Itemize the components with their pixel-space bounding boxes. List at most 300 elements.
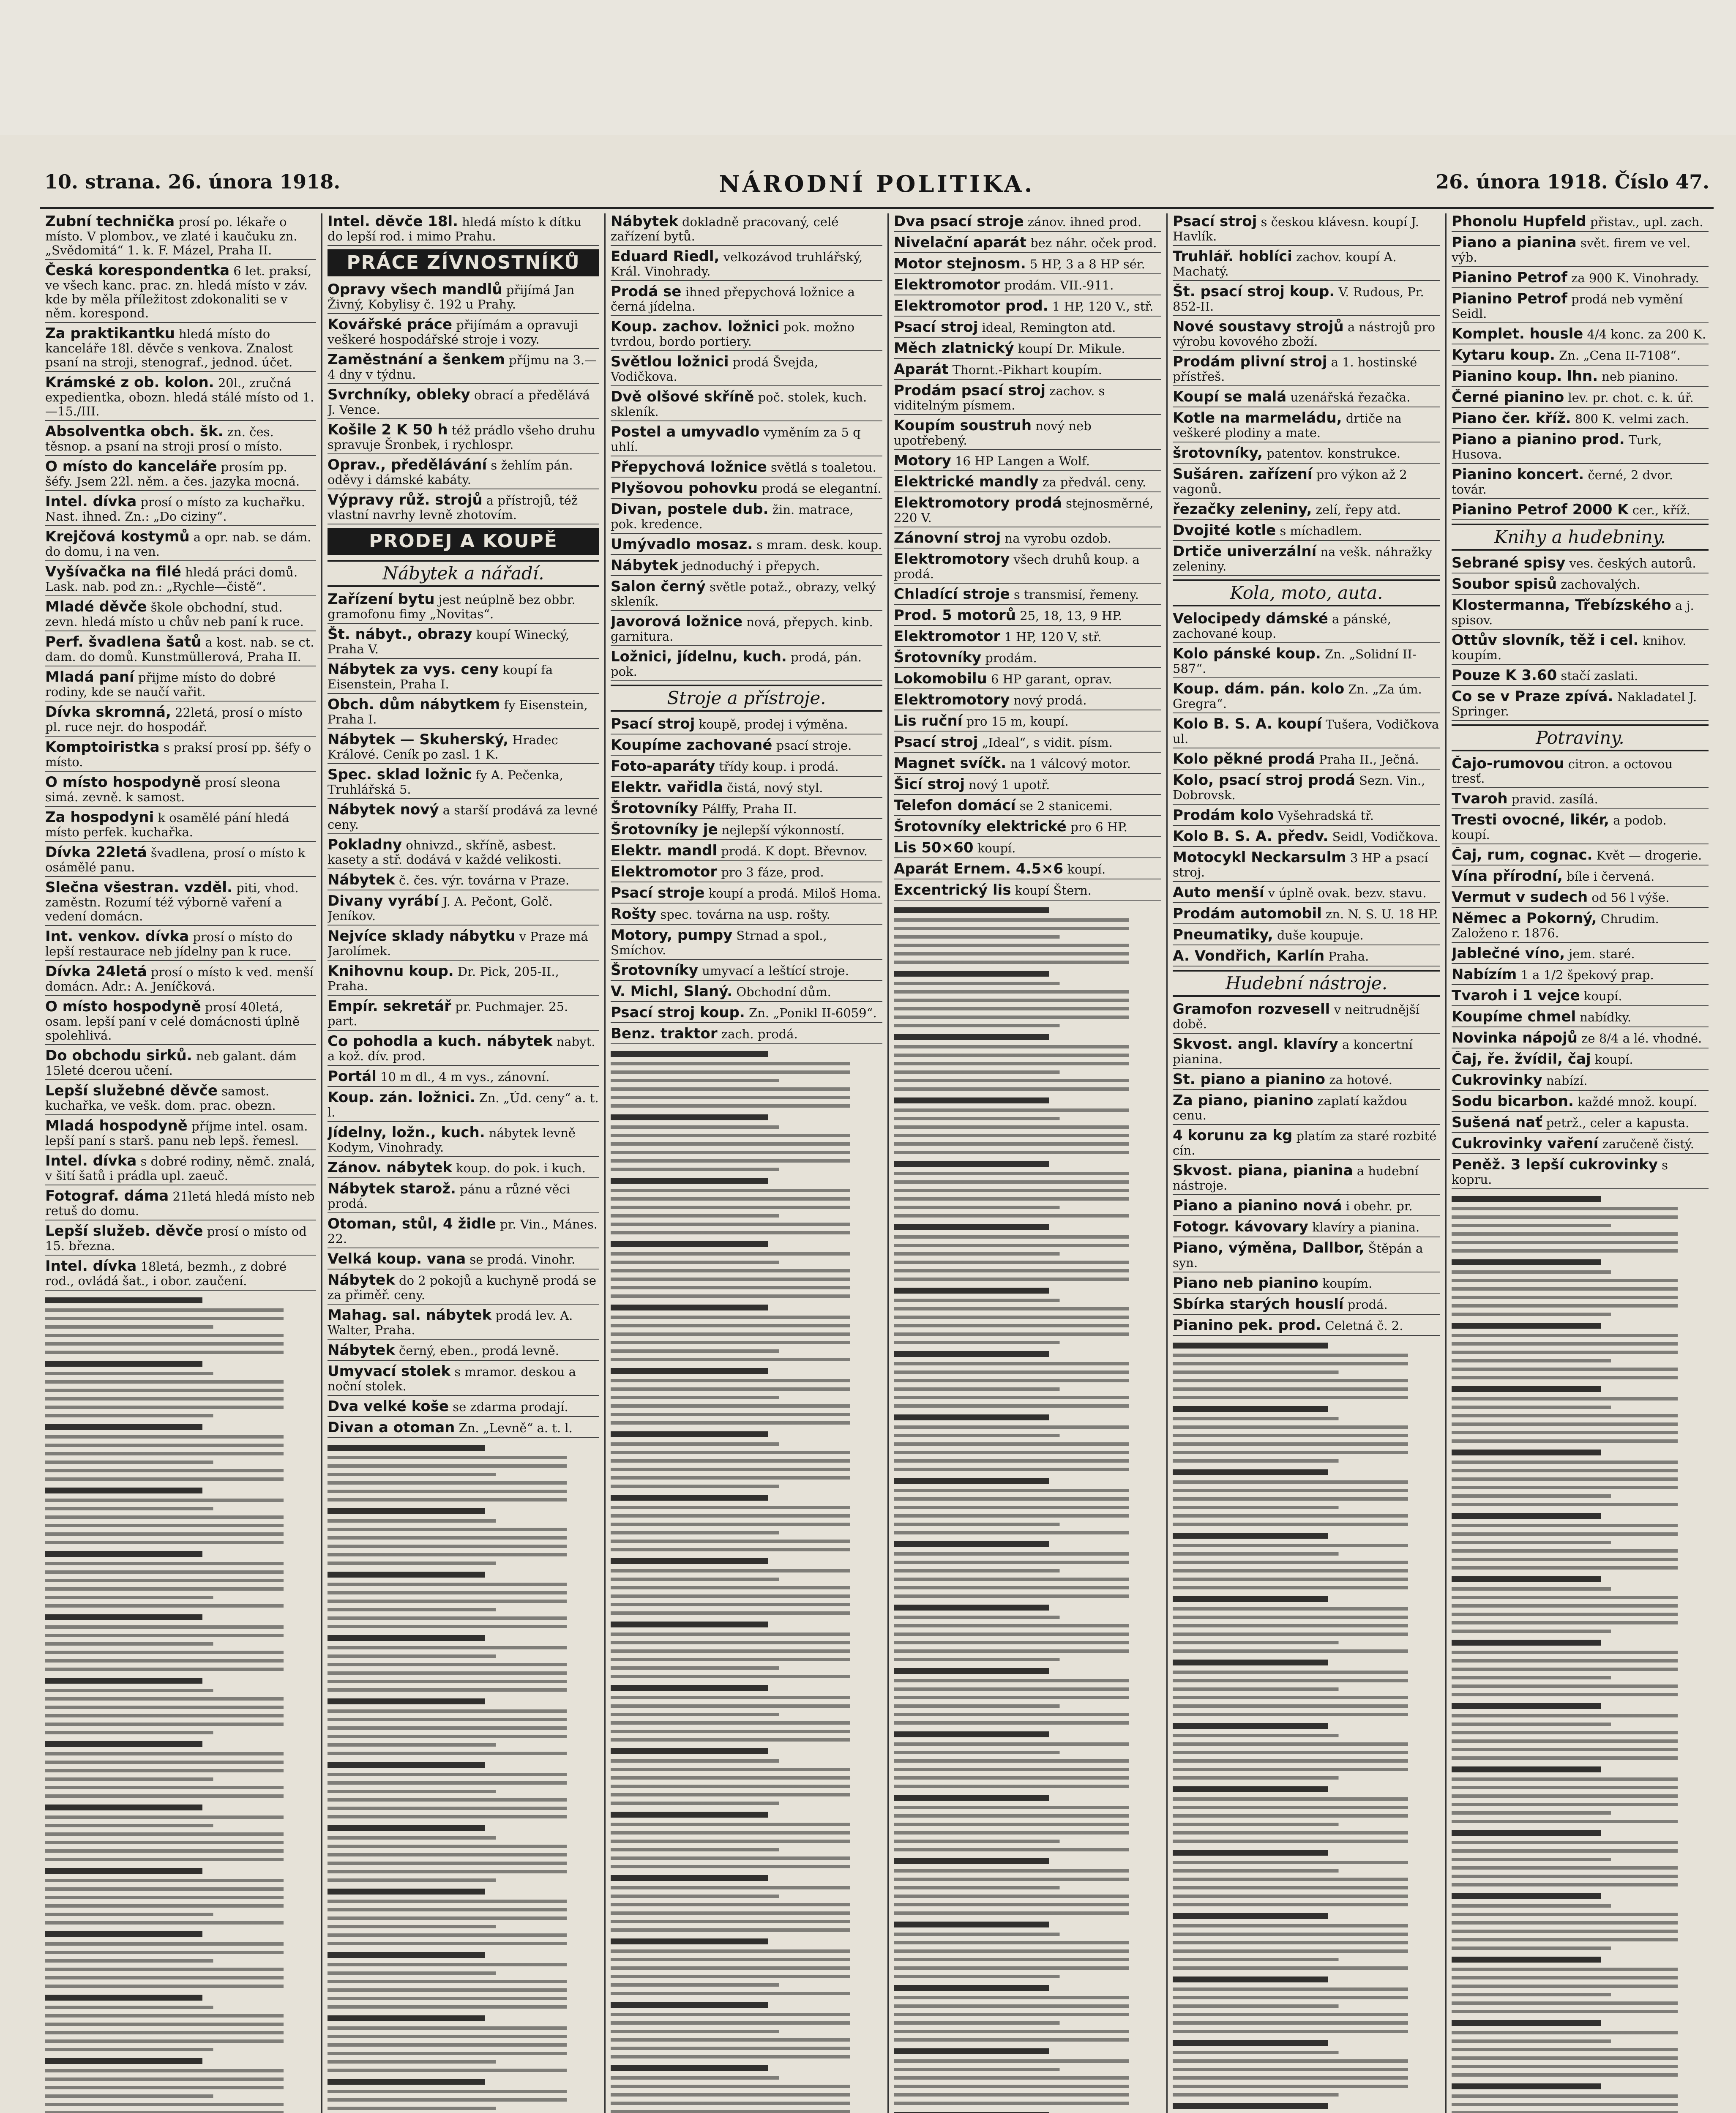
classified-ad [1173,213,1440,246]
classified-ad [894,340,1161,359]
ad-title: Kytaru koup. [1452,347,1555,363]
classified-ad [1173,1296,1440,1315]
classified-ad [1173,284,1440,316]
ad-title: Int. venkov. dívka [45,928,189,945]
classified-ad [45,964,316,996]
ad-text: J. A. Pečont, Golč. Jeníkov. [328,894,553,923]
ad-title: Velocipedy dámské [1173,611,1328,627]
ad-text: s žehlím pán. oděvy i dámské kabáty. [328,458,573,487]
classified-ad [1452,502,1709,520]
ad-title: Co se v Praze zpívá. [1452,688,1613,705]
ad-title: Elektrické mandly [894,474,1039,490]
ad-title: Eduard Riedl, [611,248,720,265]
ad-text: přistav., upl. zach. [1590,215,1703,229]
ad-text: černé, 2 dvor. továr. [1452,468,1673,497]
classified-ad [1173,248,1440,281]
classified-ad [1452,410,1709,429]
classified-ad [894,628,1161,647]
ad-text: uzenářská řezačka. [1290,390,1411,404]
ad-text: prodá lev. A. Walter, Praha. [328,1308,573,1337]
ad-title: Svrchníky, obleky [328,387,470,403]
classified-ad [894,861,1161,879]
classified-ad [1173,1198,1440,1216]
ad-text: Zn. „Za úm. Gregra“. [1173,682,1422,711]
ad-text: 25, 18, 13, 9 HP. [1020,609,1122,623]
classified-ad [611,614,882,646]
ad-text: ihned přepychová ložnice a černá jídelna. [611,285,855,314]
ad-title: Jídelny, ložn., kuch. [328,1125,485,1141]
ad-text: koupí. [977,841,1016,855]
ad-text: koupě, prodej i výměna. [699,717,848,732]
ad-title: řezačky zeleniny, [1173,501,1312,518]
classified-ad [611,737,882,756]
classified-ad [894,418,1161,450]
classified-ad [1452,966,1709,985]
classified-ad [1452,688,1709,721]
ad-text: zelí, řepy atd. [1316,502,1401,517]
ad-text: na vešk. náhražky zeleniny. [1173,545,1433,573]
ad-title: Koupím soustruh [894,418,1032,434]
ad-title: Fotograf. dáma [45,1188,169,1204]
section-heading: Kola, moto, auta. [1173,579,1440,606]
ad-title: Dva psací stroje [894,213,1024,230]
ad-title: Postel a umyvadlo [611,424,760,440]
ad-title: Piano, výměna, Dallbor, [1173,1240,1365,1256]
ad-text: a nástrojů pro výrobu kovového zboží. [1173,320,1436,349]
classified-ad [1452,1051,1709,1070]
ad-title: Zaměstnání a šenkem [328,352,505,368]
ad-title: Excentrický lis [894,882,1011,898]
classified-ad [45,1223,316,1256]
ad-text: prosím pp. šéfy. Jsem 22l. něm. a čes. jazyka mocná. [45,460,300,489]
column-5 [1168,213,1447,2113]
ad-text: prodá Švejda, Vodičkova. [611,355,819,384]
classified-ad [894,213,1161,232]
classified-ad [1452,326,1709,344]
ad-text: pr. Puchmajer. 25. part. [328,999,568,1028]
ad-text: a hudební nástroje. [1173,1164,1419,1193]
ad-title: Kolo pánské koup. [1173,646,1321,662]
section-heading: Knihy a hudebniny. [1452,524,1709,551]
ad-text: Zn. „Solidní II-587“. [1173,647,1417,676]
ad-text: a starší prodává za levné ceny. [328,803,598,832]
ad-title: Psací stroj koup. [611,1005,745,1021]
ad-title: 4 korunu za kg [1173,1127,1293,1144]
classified-ad [1452,389,1709,408]
ad-text: Zn. „Úd. ceny“ a. t. l. [328,1091,599,1119]
ad-text: Zn. „Cena II-7108“. [1559,348,1681,363]
classified-ad [1173,611,1440,643]
classified-ad [894,713,1161,732]
ad-text: nabídky. [1580,1010,1632,1024]
ad-title: Nábytek — Skuherský, [328,732,509,748]
classified-ad [611,536,882,555]
classified-ad [328,1420,599,1438]
ad-text: pok. možno tvrdou, bordo portiery. [611,320,855,349]
classified-ad [1173,1275,1440,1294]
ad-title: Prodám plivní stroj [1173,354,1327,370]
classified-ad [611,424,882,456]
ad-text: prodá neb vymění Seidl. [1452,292,1683,321]
ad-title: Motory [894,453,951,469]
ad-text: nová, přepych. kinb. garnitura. [611,615,873,644]
ad-text: zachov. koupí A. Machatý. [1173,250,1397,278]
ad-title: Koupíme zachované [611,737,772,753]
ad-title: Novinka nápojů [1452,1030,1578,1046]
classified-ad [611,557,882,576]
ad-text: švadlena, prosí o místo k osámělé panu. [45,846,306,874]
ad-title: Portál [328,1068,377,1085]
ad-title: Zánov. nábytek [328,1160,452,1176]
ad-text: duše koupuje. [1277,928,1364,942]
ad-text: prosí o místo od 15. března. [45,1224,307,1253]
classified-ad [1452,667,1709,686]
classified-ad [1452,368,1709,387]
classified-ad [45,423,316,456]
ad-title: Knihovnu koup. [328,963,454,980]
ad-text: ohnivzd., skříně, asbest. kasety a stř. dodává v každé velikosti. [328,838,562,867]
ad-title: Za praktikantku [45,325,175,342]
ad-title: Němec a Pokorný, [1452,910,1597,927]
classified-ad [328,352,599,384]
ad-title: Lis 50×60 [894,840,974,856]
ad-text: koupí Dr. Mikule. [1018,341,1125,356]
classified-ad [611,927,882,960]
ad-title: Piano a pianina [1452,235,1577,251]
ad-text: i obehr. pr. [1346,1199,1413,1213]
ad-title: Dívka 22letá [45,844,147,861]
header-page-number: 10. strana. 26. února 1918. [44,170,341,193]
section-banner: PRÁCE ZÍVNOSTNÍKŮ [328,249,599,276]
ad-text: jednoduchý i přepych. [682,559,820,573]
ad-title: Motory, pumpy [611,927,733,944]
ad-title: Nabízím [1452,966,1517,983]
ad-text: pravid. zasílá. [1511,792,1598,806]
ad-title: Oprav., předělávání [328,457,487,473]
ad-text: V. Rudous, Pr. 852-II. [1173,285,1424,314]
ad-text: světle potaž., obrazy, velký skleník. [611,580,876,609]
ad-text: s českou klávesn. koupí J. Havlík. [1173,215,1419,243]
ad-title: Čajo-rumovou [1452,756,1564,772]
ad-title: Jablečné víno, [1452,945,1565,962]
ad-text: 1 HP, 120 V., stř. [1052,299,1154,314]
ad-text: v úplně ovak. bezv. stavu. [1268,886,1427,900]
ad-text: spec. továrna na usp. rošty. [660,907,830,922]
ad-title: O místo hospodyně [45,999,201,1015]
ad-title: Košile 2 K 50 h [328,422,448,438]
ad-title: Šrotovníky [611,962,699,979]
section-heading: Hudební nástroje. [1173,970,1440,997]
classified-ad [45,325,316,372]
classified-ad [1452,945,1709,964]
ad-text: nabízí. [1546,1073,1588,1088]
ad-title: Vermut v sudech [1452,889,1588,906]
ad-title: Št. psací stroj koup. [1173,284,1335,300]
classified-ad [328,1160,599,1178]
ad-title: Prodám psací stroj [894,382,1046,399]
ad-title: Aparát [894,361,949,378]
ad-title: Koupíme chmel [1452,1009,1576,1025]
classified-ad [45,1258,316,1291]
ad-text: nejlepší výkonností. [721,823,845,837]
classified-ad [611,843,882,861]
column-1 [40,213,322,2113]
classified-ad [1452,576,1709,595]
classified-ad [328,893,599,925]
ad-text: a pánské, zachované koup. [1173,612,1391,641]
ad-title: Nivelační aparát [894,235,1026,251]
page-margin [0,0,1736,135]
classified-ad [45,879,316,926]
ad-text: pro 6 HP. [1070,820,1127,834]
ad-text: hledá místo do kanceláře 18l. děvče s venkova. Znalost psaní na stroji, stenograf., jednod. účet. [45,327,293,369]
ad-text: Seidl, Vodičkova. [1332,830,1438,844]
classified-ad [611,1026,882,1044]
ad-text: prodá. [1347,1297,1388,1312]
classified-ad [1173,1092,1440,1125]
classified-ad [328,626,599,659]
ad-text: prodám. VII.-911. [1004,278,1114,292]
classified-ad [1173,906,1440,924]
ad-text: Pálffy, Praha II. [702,802,797,816]
classified-ad [328,661,599,694]
ad-title: V. Michl, Slaný. [611,983,733,1000]
ad-title: Sušená nať [1452,1114,1542,1131]
ad-title: Komptoiristka [45,739,160,756]
ad-text: zachov. s viditelným písmem. [894,384,1105,412]
ad-title: Elektromotor prod. [894,298,1048,314]
ad-text: platím za staré rozbité cín. [1173,1129,1437,1158]
classified-ad [1173,927,1440,945]
ad-text: petrž., celer a kapusta. [1546,1116,1690,1130]
ad-title: St. piano a pianino [1173,1071,1325,1088]
ad-title: Zánovní stroj [894,530,1001,546]
classified-ad [894,382,1161,415]
classified-ad [894,361,1161,380]
ad-title: Opravy všech mandlů [328,281,502,298]
ad-text: cer., kříž. [1632,503,1690,517]
classified-ad [1452,889,1709,908]
ad-title: šrotovníky, [1173,445,1263,461]
ad-text: patentov. konstrukce. [1267,446,1401,461]
classified-ad [1173,1240,1440,1272]
classified-ad [894,495,1161,527]
ad-text: stačí zaslati. [1561,669,1638,683]
dense-print-filler [894,907,1161,2113]
ad-title: Benz. traktor [611,1026,718,1042]
ad-title: Tvaroh [1452,791,1508,807]
classified-ad [894,474,1161,492]
ad-title: Lepší služeb. děvče [45,1223,203,1239]
classified-ad [1452,347,1709,366]
classified-ad [1173,445,1440,464]
ad-text: pánu a různé věci prodá. [328,1182,570,1211]
classified-ad [1452,431,1709,464]
ad-text: od 56 l výše. [1591,890,1670,905]
ad-text: hledá práci domů. Lask. nab. pod zn.: „Rychle—čistě“. [45,565,298,594]
ad-text: a přístrojů, též vlastní navrhy levně zhotovím. [328,493,578,522]
classified-ad [1452,1009,1709,1027]
ad-title: Cukrovinky [1452,1072,1542,1089]
dense-print-filler [611,1051,882,2113]
classified-ad [45,564,316,596]
ad-text: zn. čes. těsnop. a psaní na stroji prosí o místo. [45,425,283,453]
ad-title: Elektromotory prodá [894,495,1062,511]
classified-ad [1173,1219,1440,1237]
classified-ad [611,579,882,611]
classified-ad [1173,885,1440,903]
ad-text: 3 HP a psací stroj. [1173,851,1428,879]
ad-title: Koup. dám. pán. kolo [1173,681,1345,697]
classified-ad [894,551,1161,584]
classified-ad [1173,849,1440,882]
classified-ad [1173,1001,1440,1034]
ad-text: se zdarma prodají. [453,1400,568,1414]
ad-title: Kolo pěkné prodá [1173,751,1315,767]
ad-text: koupí. [1594,1052,1633,1067]
ad-title: Pianino koncert. [1452,467,1584,483]
ad-text: a podob. koupí. [1452,813,1667,842]
ad-text: Dr. Pick, 205-II., Praha. [328,964,559,993]
ad-text: hledá místo k dítku do lepší rod. i mimo Prahu. [328,215,582,243]
ad-text: stejnosměrné, 220 V. [894,496,1154,525]
classified-ad [611,649,882,681]
ad-text: pro 3 fáze, prod. [721,865,824,879]
classified-ad [894,671,1161,689]
classified-ad [611,822,882,840]
ad-title: Lepší služebné děvče [45,1083,218,1099]
ad-text: všech druhů koup. a prodá. [894,552,1140,581]
ad-text: Květ — drogerie. [1596,848,1702,863]
ad-text: k osamělé pání hledá místo perfek. kuchařka. [45,811,289,839]
classified-ad [45,529,316,561]
ad-text: přijímá Jan Živný, Kobylisy č. 192 u Prahy. [328,283,575,311]
classified-ad [1173,1163,1440,1195]
ad-title: Auto menší [1173,885,1264,901]
ad-text: Chrudim. Založeno r. 1876. [1452,912,1659,940]
ad-text: drtiče na veškeré plodiny a mate. [1173,411,1402,440]
ad-text: a opr. nab. se dám. do domu, i na ven. [45,530,311,559]
ad-title: Šrotovníky elektrické [894,819,1067,835]
classified-ad [45,999,316,1045]
ad-title: Piano neb pianino [1173,1275,1318,1291]
ad-text: prosí po. lékaře o místo. V plombov., ve zlaté i kaučuku zn. „Svědomitá“ 1. k. F. Mázel, Praha II. [45,215,298,257]
classified-ad [1173,354,1440,386]
ad-text: v Praze má Jarolímek. [328,929,588,958]
ad-text: Praha. [1328,949,1369,964]
classified-ad [611,284,882,316]
classified-ad [1452,632,1709,665]
classified-ad [611,1005,882,1023]
classified-ad [45,494,316,526]
ad-title: Foto-aparáty [611,758,715,775]
ad-title: Plyšovou pohovku [611,480,758,497]
classified-ad [45,739,316,772]
classified-ad [611,885,882,904]
classified-ad [45,634,316,666]
ad-title: Výpravy růž. strojů [328,492,483,508]
ad-title: Phonolu Hupfeld [1452,213,1586,230]
ad-text: dokladně pracovaný, celé zařízení bytů. [611,215,839,243]
ad-title: Peněž. 3 lepší cukrovinky [1452,1157,1658,1173]
classified-ad [611,459,882,478]
ad-title: Sebrané spisy [1452,555,1566,571]
ad-title: Dva velké koše [328,1398,449,1415]
ad-text: třídy koup. i prodá. [719,759,839,774]
ad-text: v neitrudnější době. [1173,1002,1420,1031]
classified-ad [894,298,1161,317]
classified-ad [328,998,599,1031]
classified-ad [328,457,599,489]
ad-text: zachovalých. [1561,577,1640,592]
ad-text: Thornt.-Pikhart koupím. [952,363,1102,377]
ad-text: se prodá. Vinohr. [469,1252,576,1267]
classified-ad [1173,828,1440,847]
ad-text: s kopru. [1452,1158,1668,1187]
ad-title: Sbírka starých houslí [1173,1296,1344,1313]
ad-text: ze 8/4 a lé. vhodné. [1581,1031,1702,1046]
ad-title: Nábytek [611,557,678,574]
classified-ad [45,809,316,842]
classified-ad [611,319,882,351]
ad-title: Nábytek za vys. ceny [328,661,499,678]
ad-title: Nábytek [611,213,678,230]
classified-ad [894,692,1161,710]
ad-text: koup. do pok. i kuch. [456,1161,586,1175]
classified-ad [1173,389,1440,407]
ad-text: též prádlo všeho druhu spravuje Šronbek, i rychlospr. [328,423,595,452]
ad-text: koupí fa Eisenstein, Praha I. [328,663,553,691]
ad-title: Psací stroj [1173,213,1257,230]
ad-text: 5 HP, 3 a 8 HP sér. [1029,257,1145,271]
ad-title: Drtiče univerzální [1173,543,1317,560]
ad-text: prosí sleona simá. zevně. k samost. [45,775,281,804]
ad-title: Prodám automobil [1173,906,1322,922]
ad-title: Divan a otoman [328,1420,455,1436]
ad-title: Prodám kolo [1173,807,1274,824]
ad-text: jem. staré. [1569,947,1635,961]
ad-title: O místo do kanceláře [45,459,217,475]
ad-title: Mladá paní [45,669,134,685]
classified-ad [611,962,882,981]
ad-text: a 1. hostinské přístřeš. [1173,355,1417,384]
ad-title: Česká korespondentka [45,262,230,279]
classified-ad [1452,847,1709,865]
ad-title: Lis ruční [894,713,963,729]
classified-ad [894,650,1161,668]
classified-ad [1173,1036,1440,1069]
ad-text: 21letá hledá místo neb retuš do domu. [45,1189,315,1218]
ad-text: bez náhr. oček prod. [1030,236,1157,250]
ad-text: ideal, Remington atd. [982,320,1116,335]
ad-title: Dvě olšové skříně [611,389,754,405]
classified-ad [328,1251,599,1269]
ad-text: Zn. „Levně“ a. t. l. [459,1421,573,1435]
masthead-title: NÁRODNÍ POLITIKA. [719,170,1035,197]
ad-title: Pianino Petrof [1452,291,1567,307]
classified-ad [611,389,882,421]
ad-title: Piano a pianino prod. [1452,431,1625,448]
classified-ad [1173,751,1440,770]
ad-text: Tušera, Vodičkova ul. [1173,717,1439,746]
ad-title: Umyvací stolek [328,1363,451,1380]
classified-ad [611,716,882,734]
ad-title: Kolo B. S. A. koupí [1173,716,1322,732]
ad-text: umyvací a leštící stroje. [702,964,849,978]
ad-title: Tvaroh i 1 vejce [1452,988,1580,1004]
classified-ad [328,1033,599,1066]
classified-ad [894,256,1161,274]
